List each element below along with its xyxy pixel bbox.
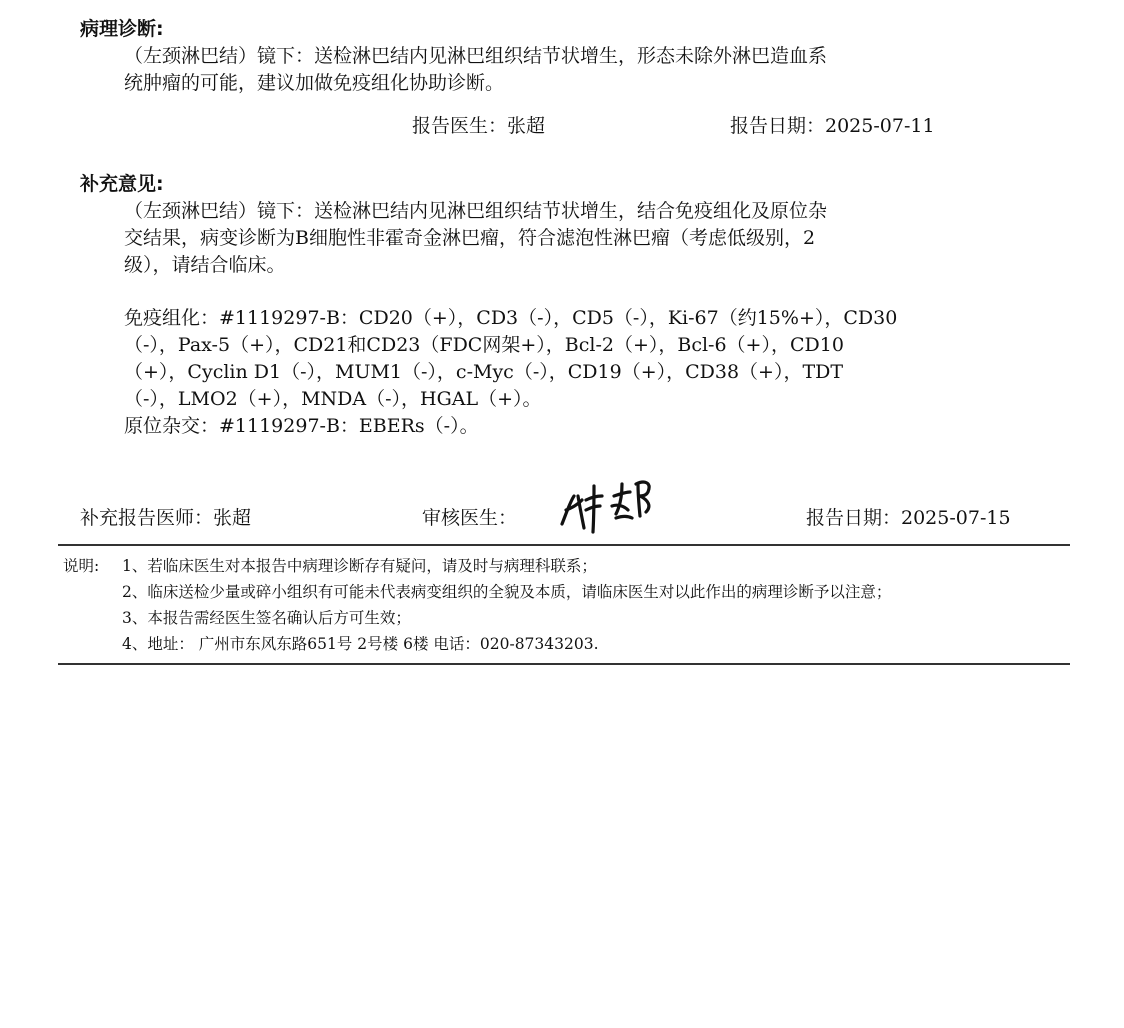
supplement-line-3: 级），请结合临床。 bbox=[124, 254, 286, 276]
note-item-1: 1、若临床医生对本报告中病理诊断存有疑问，请及时与病理科联系； bbox=[122, 557, 597, 575]
diagnosis-line-2: 统肿瘤的可能，建议加做免疫组化协助诊断。 bbox=[124, 72, 505, 94]
divider-top bbox=[58, 544, 1070, 546]
note-item-3: 3、本报告需经医生签名确认后方可生效； bbox=[122, 609, 411, 627]
note-item-2: 2、临床送检少量或碎小组织有可能未代表病变组织的全貌及本质，请临床医生对以此作出的病理诊断予以注意； bbox=[122, 583, 892, 601]
signoff-date: 报告日期：2025-07-15 bbox=[806, 507, 1011, 529]
ihc-line-4: （-），LMO2（+），MNDA（-），HGAL（+）。 bbox=[124, 388, 542, 410]
ihc-line-3: （+），Cyclin D1（-），MUM1（-），c-Myc（-），CD19（+），CD38（+），TDT bbox=[124, 361, 844, 383]
ihc-line-1: 免疫组化：#1119297-B：CD20（+），CD3（-），CD5（-），Ki-67（约15%+），CD30 bbox=[124, 307, 898, 329]
supplement-line-2: 交结果，病变诊断为B细胞性非霍奇金淋巴瘤，符合滤泡性淋巴瘤（考虑低级别，2 bbox=[124, 227, 816, 249]
note-item-4: 4、地址： 广州市东风东路651号 2号楼 6楼 电话：020-87343203. bbox=[122, 635, 599, 653]
notes-label: 说明: bbox=[63, 557, 100, 575]
ihc-line-2: （-），Pax-5（+），CD21和CD23（FDC网架+），Bcl-2（+），Bcl-6（+），CD10 bbox=[124, 334, 844, 356]
diagnosis-heading: 病理诊断: bbox=[80, 18, 164, 40]
diagnosis-doctor: 报告医生：张超 bbox=[412, 115, 546, 137]
diagnosis-line-1: （左颈淋巴结）镜下：送检淋巴结内见淋巴组织结节状增生，形态未除外淋巴造血系 bbox=[124, 45, 828, 67]
reviewer-label: 审核医生： bbox=[422, 507, 518, 529]
supplement-heading: 补充意见: bbox=[80, 173, 164, 195]
supplement-doctor: 补充报告医师：张超 bbox=[80, 507, 252, 529]
diagnosis-date: 报告日期：2025-07-11 bbox=[730, 115, 935, 137]
reviewer-signature bbox=[556, 474, 660, 536]
divider-bottom bbox=[58, 663, 1070, 665]
supplement-line-1: （左颈淋巴结）镜下：送检淋巴结内见淋巴组织结节状增生，结合免疫组化及原位杂 bbox=[124, 200, 828, 222]
ish-line: 原位杂交：#1119297-B：EBERs（-）。 bbox=[124, 415, 479, 437]
